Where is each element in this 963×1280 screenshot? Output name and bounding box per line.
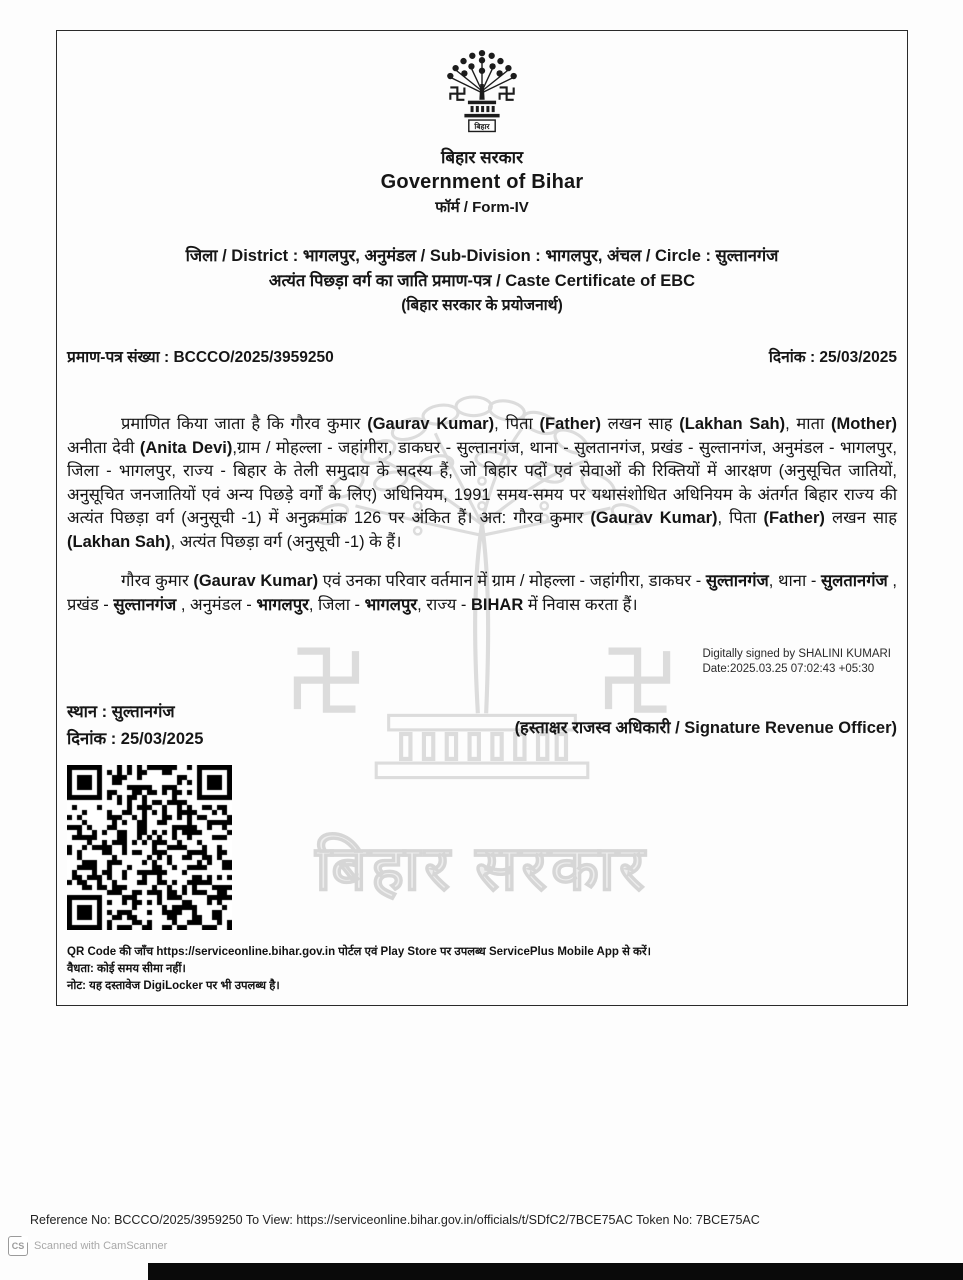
digital-signature-text: Digitally signed by SHALINI KUMARI Date:2025.03.25 07:02:43 +05:30 <box>702 648 891 675</box>
place-and-date <box>67 699 203 753</box>
certificate-title: अत्यंत पिछड़ा वर्ग का जाति प्रमाण-पत्र / Caste Certificate of EBC <box>268 272 696 290</box>
camscanner-watermark <box>8 1236 167 1256</box>
qr-note-validity: वैधता: कोई समय सीमा नहीं। <box>67 963 186 975</box>
qr-code-canvas <box>67 765 232 930</box>
date-line: दिनांक : 25/03/2025 <box>67 730 204 748</box>
certificate-purpose: (बिहार सरकार के प्रयोजनार्थ) <box>401 297 563 314</box>
certificate-meta-row <box>67 345 897 367</box>
certificate-body-paragraph-1: प्रमाणित किया जाता है कि गौरव कुमार (Gaurav Kumar), पिता (Father) लखन साह (Lakhan Sah), माता (Mother) अनीता देवी (Anita Devi),ग्राम / मोहल्ला - जहांगीरा, डाकघर - सुल्तानगंज, थाना - सुलतानगंज, प्रखंड - सुल्तानगंज, अनुमंडल - भागलपुर, जिला - भागलपुर, राज्य - बिहार के तेली समुदाय के सदस्य हैं, जो बिहार पदों एवं सेवाओं की रिक्तियों में आरक्षण (अनुसूचित जातियों, अनुसूचित जनजातियों एवं अन्य पिछड़े वर्गों के लिए) अधिनियम, 1991 समय-समय पर यथासंशोधित अधिनियम के अंतर्गत बिहार राज्य की अत्यंत पिछड़ा वर्ग (अनुसूची -1) में अनुक्रमांक 126 पर अंकित हैं। अत: गौरव कुमार (Gaurav Kumar), पिता (Father) लखन साह (Lakhan Sah), अत्यंत पिछड़ा वर्ग (अनुसूची -1) के हैं। <box>67 415 898 551</box>
org-name-hindi: बिहार सरकार <box>440 148 524 167</box>
certificate-number: प्रमाण-पत्र संख्या : BCCCO/2025/3959250 <box>67 349 334 366</box>
watermark-text: बिहार सरकार <box>315 834 649 904</box>
scan-artifact-black-bar <box>148 1263 963 1280</box>
certificate-date: दिनांक : 25/03/2025 <box>768 349 897 366</box>
qr-notes <box>67 944 897 995</box>
bihar-government-emblem-icon <box>438 45 526 137</box>
certificate-box <box>56 30 908 1006</box>
district-subdivision-circle-line: जिला / District : भागलपुर, अनुमंडल / Sub-Division : भागलपुर, अंचल / Circle : सुल्तानगंज <box>185 247 779 265</box>
camscanner-icon: CS <box>8 1236 28 1256</box>
qr-block <box>67 765 897 930</box>
emblem-caption: बिहार <box>474 121 490 131</box>
place-line: स्थान : सुल्तानगंज <box>67 703 175 721</box>
qr-note-digilocker: नोट: यह दस्तावेज DigiLocker पर भी उपलब्ध है। <box>67 980 280 992</box>
reference-line: Reference No: BCCCO/2025/3959250 To View: https://serviceonline.bihar.gov.in/officials/t/SDfC2/7BCE75AC Token No: 7BCE75AC <box>30 1213 760 1227</box>
qr-note-check: QR Code की जाँच https://serviceonline.bihar.gov.in पोर्टल एवं Play Store पर उपलब्ध ServicePlus Mobile App से करें। <box>67 946 651 958</box>
camscanner-text: Scanned with CamScanner <box>34 1240 168 1252</box>
form-number: फॉर्म / Form-IV <box>435 199 529 216</box>
certificate-body-paragraph-2: गौरव कुमार (Gaurav Kumar) एवं उनका परिवार वर्तमान में ग्राम / मोहल्ला - जहांगीरा, डाकघर - सुल्तानगंज, थाना - सुलतानगंज , प्रखंड - सुल्तानगंज , अनुमंडल - भागलपुर, जिला - भागलपुर, राज्य - BIHAR में निवास करता हैं। <box>67 572 897 614</box>
qr-code-icon <box>67 765 232 930</box>
signature-area <box>67 647 897 761</box>
org-name-english: Government of Bihar <box>380 171 584 193</box>
revenue-officer-signature-label: (हस्ताक्षर राजस्व अधिकारी / Signature Revenue Officer) <box>514 719 897 737</box>
